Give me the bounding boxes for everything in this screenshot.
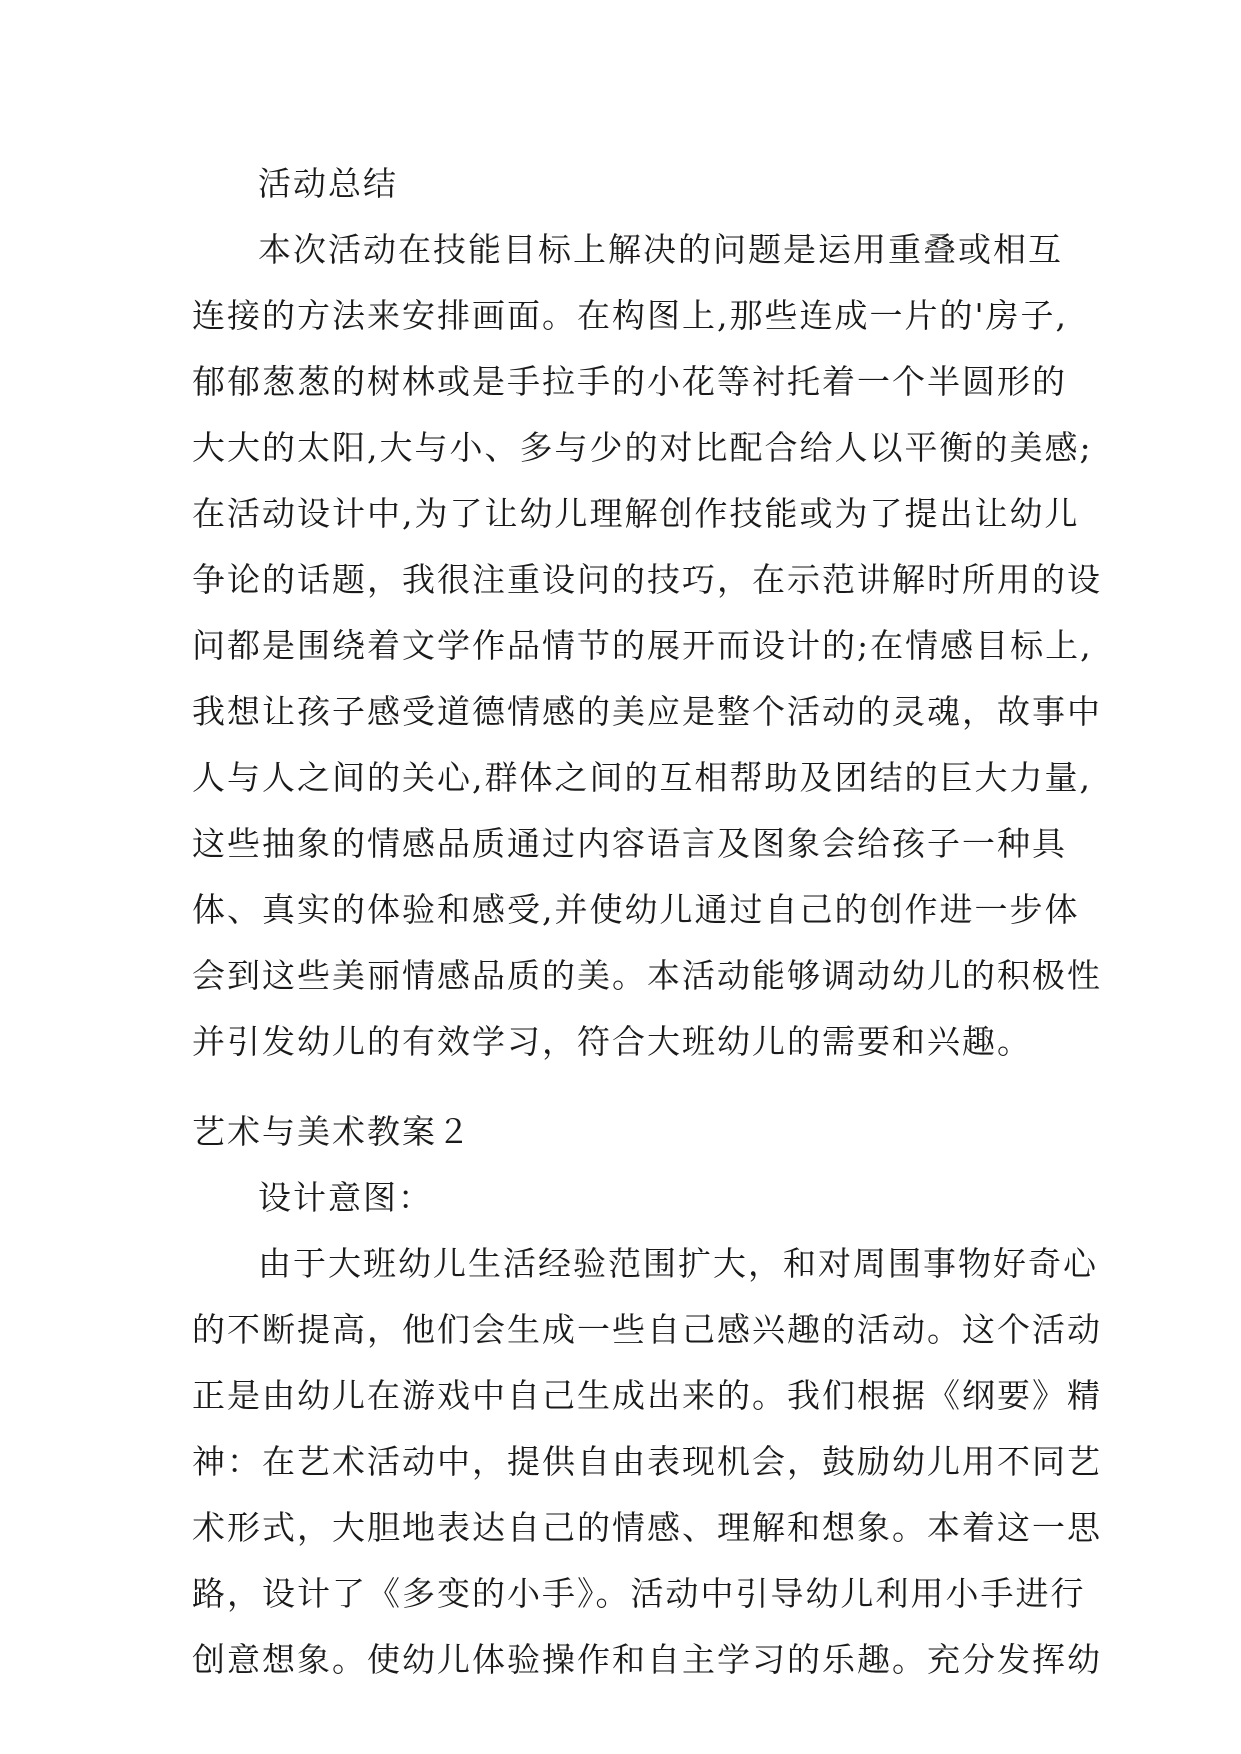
paragraph-line: 的不断提高，他们会生成一些自己感兴趣的活动。这个活动 <box>192 1310 1102 1349</box>
paragraph-line: 郁郁葱葱的树林或是手拉手的小花等衬托着一个半圆形的 <box>192 362 1067 401</box>
paragraph-line: 路，设计了《多变的小手》。活动中引导幼儿利用小手进行 <box>192 1574 1086 1613</box>
paragraph-line: 创意想象。使幼儿体验操作和自主学习的乐趣。充分发挥幼 <box>192 1640 1102 1679</box>
paragraph-line: 由于大班幼儿生活经验范围扩大，和对周围事物好奇心 <box>258 1244 1098 1283</box>
paragraph-line: 连接的方法来安排画面。在构图上,那些连成一片的'房子, <box>192 296 1069 335</box>
paragraph-line: 我想让孩子感受道德情感的美应是整个活动的灵魂，故事中 <box>192 692 1102 731</box>
paragraph-line: 体、真实的体验和感受,并使幼儿通过自己的创作进一步体 <box>192 890 1080 929</box>
paragraph-line: 人与人之间的关心,群体之间的互相帮助及团结的巨大力量, <box>192 758 1092 797</box>
paragraph-line: 会到这些美丽情感品质的美。本活动能够调动幼儿的积极性 <box>192 956 1102 995</box>
paragraph-line: 正是由幼儿在游戏中自己生成出来的。我们根据《纲要》精 <box>192 1376 1102 1415</box>
paragraph-line: 本次活动在技能目标上解决的问题是运用重叠或相互 <box>258 230 1063 269</box>
paragraph-line: 问都是围绕着文学作品情节的展开而设计的;在情感目标上, <box>192 626 1093 665</box>
paragraph-line: 这些抽象的情感品质通过内容语言及图象会给孩子一种具 <box>192 824 1067 863</box>
paragraph-line: 在活动设计中,为了让幼儿理解创作技能或为了提出让幼儿 <box>192 494 1080 533</box>
paragraph-line: 大大的太阳,大与小、多与少的对比配合给人以平衡的美感; <box>192 428 1093 467</box>
lesson-plan-title: 艺术与美术教案２ <box>192 1112 472 1151</box>
paragraph-line: 争论的话题，我很注重设问的技巧，在示范讲解时所用的设 <box>192 560 1102 599</box>
section-heading: 活动总结 <box>258 164 398 203</box>
paragraph-line: 术形式，大胆地表达自己的情感、理解和想象。本着这一思 <box>192 1508 1102 1547</box>
paragraph-line: 神：在艺术活动中，提供自由表现机会，鼓励幼儿用不同艺 <box>192 1442 1102 1481</box>
paragraph-line: 并引发幼儿的有效学习，符合大班幼儿的需要和兴趣。 <box>192 1022 1032 1061</box>
section-subheading: 设计意图： <box>258 1178 433 1217</box>
